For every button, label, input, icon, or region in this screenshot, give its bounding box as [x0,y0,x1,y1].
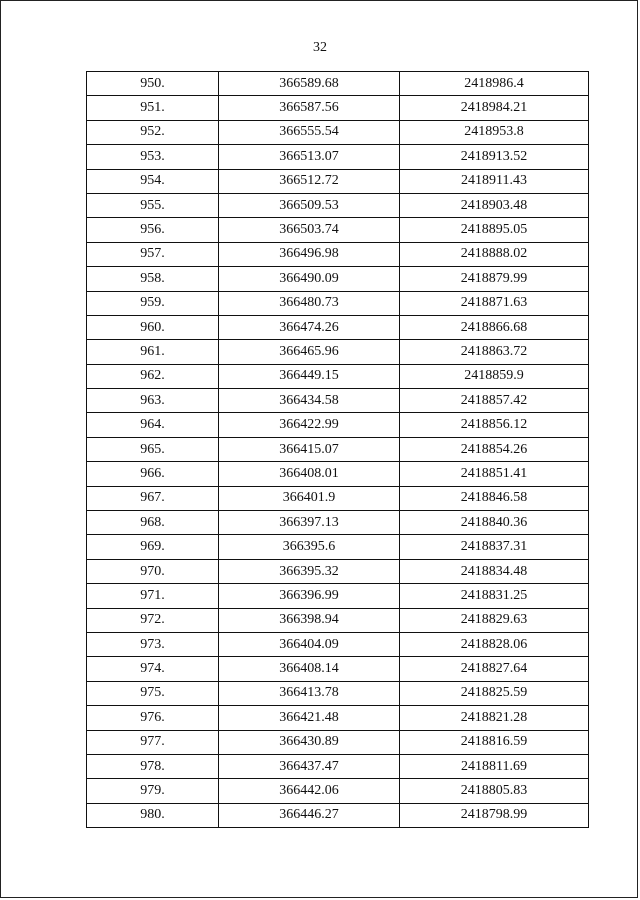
table-row [87,413,589,437]
point-number-cell: 959. [87,291,219,315]
x-coordinate-cell: 366512.72 [219,169,400,193]
table-row [87,389,589,413]
point-number-cell: 964. [87,413,219,437]
table-row [87,754,589,778]
y-coordinate-cell: 2418856.12 [400,413,589,437]
y-coordinate-cell: 2418834.48 [400,559,589,583]
table-row [87,193,589,217]
y-coordinate-cell: 2418827.64 [400,657,589,681]
x-coordinate-cell: 366415.07 [219,437,400,461]
table-row [87,779,589,803]
x-coordinate-cell: 366421.48 [219,706,400,730]
table-row [87,681,589,705]
point-number-cell: 973. [87,632,219,656]
x-coordinate-cell: 366513.07 [219,145,400,169]
table-row [87,437,589,461]
x-coordinate-cell: 366396.99 [219,584,400,608]
table-row [87,120,589,144]
x-coordinate-cell: 366465.96 [219,340,400,364]
y-coordinate-cell: 2418805.83 [400,779,589,803]
x-coordinate-cell: 366587.56 [219,96,400,120]
table-row [87,267,589,291]
table-row [87,535,589,559]
x-coordinate-cell: 366589.68 [219,72,400,96]
y-coordinate-cell: 2418828.06 [400,632,589,656]
point-number-cell: 971. [87,584,219,608]
coordinates-table [86,71,589,828]
y-coordinate-cell: 2418859.9 [400,364,589,388]
x-coordinate-cell: 366422.99 [219,413,400,437]
table-row [87,291,589,315]
x-coordinate-cell: 366408.01 [219,462,400,486]
x-coordinate-cell: 366509.53 [219,193,400,217]
x-coordinate-cell: 366480.73 [219,291,400,315]
y-coordinate-cell: 2418854.26 [400,437,589,461]
point-number-cell: 963. [87,389,219,413]
table-row [87,559,589,583]
coordinates-table-body [87,72,589,828]
table-row [87,803,589,827]
point-number-cell: 958. [87,267,219,291]
point-number-cell: 953. [87,145,219,169]
y-coordinate-cell: 2418829.63 [400,608,589,632]
point-number-cell: 976. [87,706,219,730]
point-number-cell: 979. [87,779,219,803]
x-coordinate-cell: 366398.94 [219,608,400,632]
x-coordinate-cell: 366404.09 [219,632,400,656]
point-number-cell: 969. [87,535,219,559]
point-number-cell: 965. [87,437,219,461]
y-coordinate-cell: 2418851.41 [400,462,589,486]
point-number-cell: 970. [87,559,219,583]
point-number-cell: 962. [87,364,219,388]
table-row [87,169,589,193]
point-number-cell: 961. [87,340,219,364]
y-coordinate-cell: 2418816.59 [400,730,589,754]
y-coordinate-cell: 2418911.43 [400,169,589,193]
point-number-cell: 968. [87,511,219,535]
table-row [87,584,589,608]
table-row [87,657,589,681]
point-number-cell: 954. [87,169,219,193]
x-coordinate-cell: 366395.32 [219,559,400,583]
table-row [87,218,589,242]
point-number-cell: 967. [87,486,219,510]
x-coordinate-cell: 366397.13 [219,511,400,535]
y-coordinate-cell: 2418986.4 [400,72,589,96]
point-number-cell: 975. [87,681,219,705]
point-number-cell: 977. [87,730,219,754]
y-coordinate-cell: 2418984.21 [400,96,589,120]
y-coordinate-cell: 2418821.28 [400,706,589,730]
table-row [87,462,589,486]
point-number-cell: 966. [87,462,219,486]
x-coordinate-cell: 366555.54 [219,120,400,144]
y-coordinate-cell: 2418840.36 [400,511,589,535]
table-row [87,511,589,535]
y-coordinate-cell: 2418953.8 [400,120,589,144]
y-coordinate-cell: 2418825.59 [400,681,589,705]
x-coordinate-cell: 366490.09 [219,267,400,291]
x-coordinate-cell: 366395.6 [219,535,400,559]
y-coordinate-cell: 2418871.63 [400,291,589,315]
table-row [87,96,589,120]
y-coordinate-cell: 2418879.99 [400,267,589,291]
point-number-cell: 960. [87,315,219,339]
y-coordinate-cell: 2418866.68 [400,315,589,339]
table-row [87,730,589,754]
page-number: 32 [313,40,327,55]
y-coordinate-cell: 2418863.72 [400,340,589,364]
point-number-cell: 974. [87,657,219,681]
table-row [87,72,589,96]
x-coordinate-cell: 366430.89 [219,730,400,754]
point-number-cell: 955. [87,193,219,217]
y-coordinate-cell: 2418846.58 [400,486,589,510]
point-number-cell: 972. [87,608,219,632]
table-row [87,486,589,510]
point-number-cell: 978. [87,754,219,778]
x-coordinate-cell: 366503.74 [219,218,400,242]
y-coordinate-cell: 2418895.05 [400,218,589,242]
x-coordinate-cell: 366408.14 [219,657,400,681]
table-row [87,242,589,266]
x-coordinate-cell: 366437.47 [219,754,400,778]
table-row [87,340,589,364]
point-number-cell: 957. [87,242,219,266]
x-coordinate-cell: 366413.78 [219,681,400,705]
y-coordinate-cell: 2418837.31 [400,535,589,559]
table-row [87,632,589,656]
table-row [87,145,589,169]
y-coordinate-cell: 2418798.99 [400,803,589,827]
x-coordinate-cell: 366474.26 [219,315,400,339]
table-row [87,315,589,339]
point-number-cell: 951. [87,96,219,120]
y-coordinate-cell: 2418913.52 [400,145,589,169]
x-coordinate-cell: 366401.9 [219,486,400,510]
point-number-cell: 950. [87,72,219,96]
x-coordinate-cell: 366496.98 [219,242,400,266]
y-coordinate-cell: 2418888.02 [400,242,589,266]
y-coordinate-cell: 2418857.42 [400,389,589,413]
table-row [87,364,589,388]
y-coordinate-cell: 2418831.25 [400,584,589,608]
point-number-cell: 980. [87,803,219,827]
y-coordinate-cell: 2418903.48 [400,193,589,217]
point-number-cell: 956. [87,218,219,242]
x-coordinate-cell: 366442.06 [219,779,400,803]
y-coordinate-cell: 2418811.69 [400,754,589,778]
point-number-cell: 952. [87,120,219,144]
x-coordinate-cell: 366449.15 [219,364,400,388]
table-row [87,608,589,632]
x-coordinate-cell: 366446.27 [219,803,400,827]
x-coordinate-cell: 366434.58 [219,389,400,413]
table-row [87,706,589,730]
